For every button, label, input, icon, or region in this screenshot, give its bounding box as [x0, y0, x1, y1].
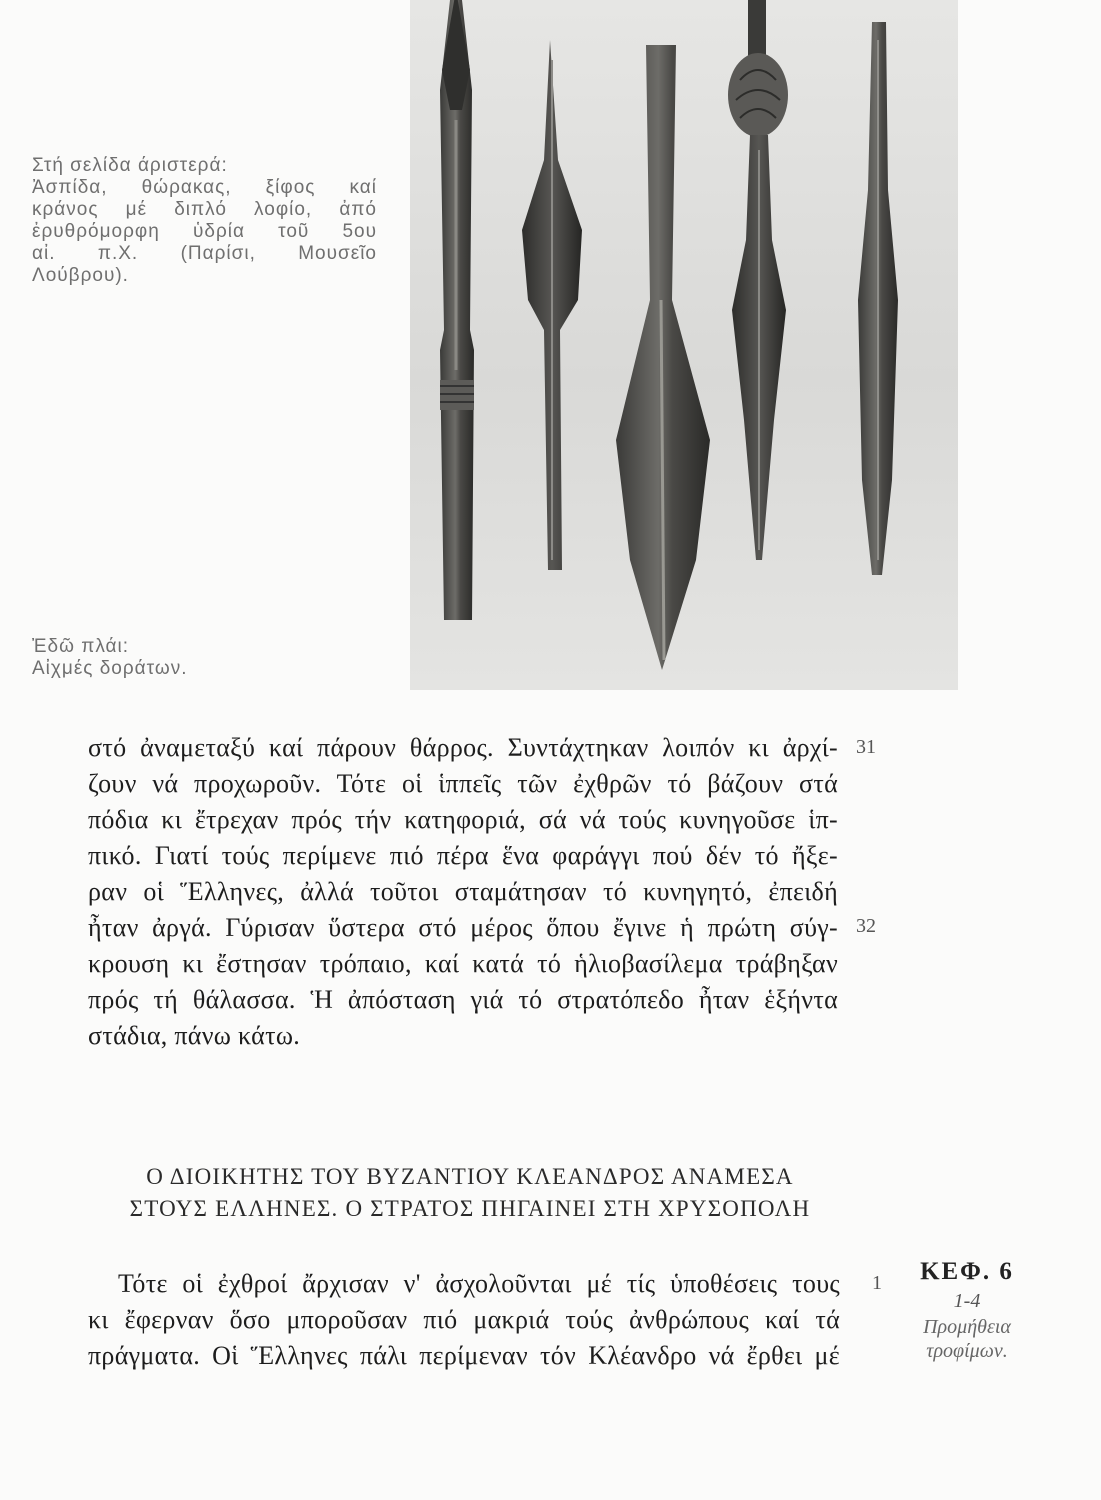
text-line: πράγματα. Οἱ Ἕλληνες πάλι περίμεναν τόν Κλέανδρο νά ἔρθει μέ [88, 1341, 840, 1370]
line-number: 32 [856, 915, 876, 937]
spearheads-illustration [410, 0, 958, 690]
margin-note [892, 1258, 1042, 1363]
spearhead-5 [858, 22, 898, 575]
text-line: στό ἀναμεταξύ καί πάρουν θάρρος. Συντάχτηκαν λοιπόν κι ἀρχί- [88, 733, 838, 762]
caption-line: Αἰχμές δοράτων. [32, 658, 188, 679]
caption-line: Ἀσπίδα, θώρακας, ξίφος καί [32, 177, 377, 198]
heading-line: Ο ΔΙΟΙΚΗΤΗΣ ΤΟΥ ΒΥΖΑΝΤΙΟΥ ΚΛΕΑΝΔΡΟΣ ΑΝΑΜΕΣΑ [146, 1164, 794, 1189]
body-paragraph-1 [88, 730, 838, 1054]
caption-line: αἰ. π.Χ. (Παρίσι, Μουσεῖο [32, 243, 377, 264]
caption-line: κράνος μέ διπλό λοφίο, ἀπό [32, 199, 377, 220]
line-number: 31 [856, 736, 876, 758]
text-line: ζουν νά προχωροῦν. Τότε οἱ ἱππεῖς τῶν ἐχθρῶν τό βάζουν στά [88, 769, 838, 798]
section-heading [110, 1161, 830, 1225]
section-range: 1-4 [953, 1290, 981, 1312]
spearhead-1 [440, 0, 474, 620]
heading-line: ΣΤΟΥΣ ΕΛΛΗΝΕΣ. Ο ΣΤΡΑΤΟΣ ΠΗΓΑΙΝΕΙ ΣΤΗ ΧΡΥΣΟΠΟΛΗ [129, 1196, 811, 1221]
text-line: πρός τή θάλασσα. Ἡ ἀπόσταση γιά τό στρατόπεδο ἦταν ἑξήντα [88, 985, 838, 1014]
text-line: ραν οἱ Ἕλληνες, ἀλλά τοῦτοι σταμάτησαν τό κυνηγητό, ἐπειδή [88, 877, 838, 906]
line-number: 1 [872, 1272, 882, 1294]
spearhead-3 [616, 45, 710, 670]
text-line: στάδια, πάνω κάτω. [88, 1021, 301, 1050]
text-line: κι ἔφερναν ὅσο μποροῦσαν πιό μακριά τούς ἀνθρώπους καί τά [88, 1305, 840, 1334]
caption-left-page [32, 155, 377, 287]
margin-title-line: τροφίμων. [926, 1340, 1008, 1362]
text-line: πικό. Γιατί τούς περίμενε πιό πέρα ἕνα φαράγγι πού δέν τό ἤξε- [88, 841, 838, 870]
caption-line: Ἐδῶ πλάι: [32, 636, 130, 657]
caption-line: Στή σελίδα άριστερά: [32, 155, 228, 176]
margin-title [892, 1315, 1042, 1363]
caption-line: ἐρυθρόμορφη ὑδρία τοῦ 5ου [32, 221, 377, 242]
spearhead-2 [522, 40, 582, 570]
body-paragraph-2 [88, 1266, 840, 1374]
text-line: ἦταν ἀργά. Γύρισαν ὕστερα στό μέρος ὅπου ἔγινε ἡ πρώτη σύγ- [88, 913, 838, 942]
caption-line: Λούβρου). [32, 265, 129, 286]
caption-spearheads [32, 636, 332, 680]
text-line: πόδια κι ἔτρεχαν πρός τήν κατηφοριά, σά νά τούς κυνηγοῦσε ἱπ- [88, 805, 838, 834]
spearhead-4 [728, 0, 788, 560]
text-line: κρουση κι ἔστησαν τρόπαιο, καί κατά τό ἡλιοβασίλεμα τράβηξαν [88, 949, 838, 978]
chapter-label: ΚΕΦ. 6 [920, 1258, 1014, 1285]
margin-title-line: Προμήθεια [923, 1316, 1011, 1338]
text-line: Τότε οἱ ἐχθροί ἄρχισαν ν' ἀσχολοῦνται μέ τίς ὑποθέσεις τους [118, 1269, 840, 1298]
spearheads-photo [410, 0, 958, 690]
